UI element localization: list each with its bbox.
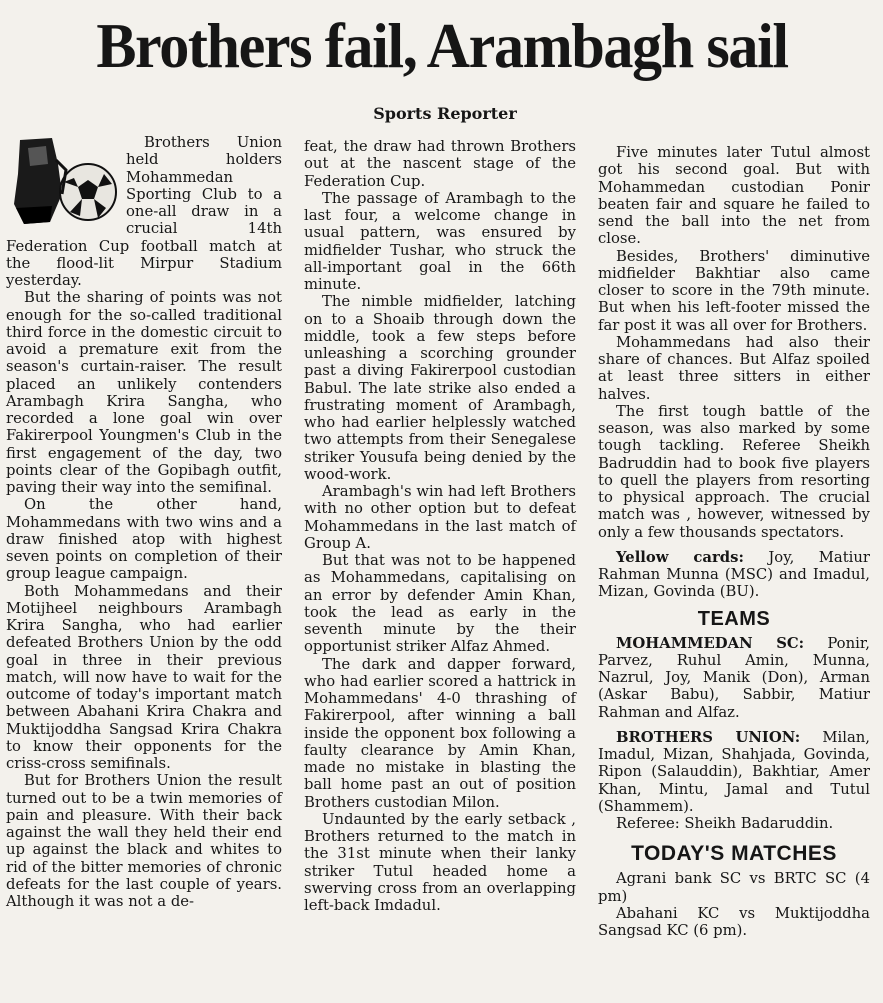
- headline: Brothers fail, Arambagh sail: [96, 10, 788, 81]
- paragraph: Mohammedans had also their share of chances. But Alfaz spoiled at least three sitters in either halves.: [598, 333, 870, 403]
- match-2: Abahani KC vs Muktijoddha Sangsad KC (6 pm).: [598, 904, 870, 939]
- paragraph: On the other hand, Mohammedans with two wins and a draw finished atop with highest seven points on completion of their group league campaign.: [6, 496, 282, 583]
- paragraph: Brothers Union held holders Mohammedan Sporting Club to a one-all draw in a crucial 14th Federation Cup football match at the flood-lit Mirpur Stadium yesterday.: [6, 134, 282, 289]
- brothers-players: Milan, Imadul, Mizan, Shahjada, Govinda, Ripon (Salauddin), Bakhtiar, Amer Khan, Mintu, Jamal and Tutul (Shammem).: [598, 728, 870, 815]
- paragraph: Arambagh's win had left Brothers with no other option but to defeat Mohammedans in the last match of Group A.: [304, 483, 576, 552]
- brothers-label: BROTHERS UNION:: [616, 728, 801, 746]
- paragraph: The dark and dapper forward, who had earlier scored a hattrick in Mohammedans' 4-0 thrashing of Fakirerpool, after winning a ball inside the opponent box following a faulty clearance by Amin Khan, made no mistake in blasting the ball home past an out of position Brothers custodian Milon.: [304, 655, 576, 811]
- yellow-cards-text: Joy, Matiur Rahman Munna (MSC) and Imadul, Mizan, Govinda (BU).: [598, 548, 870, 601]
- match-1: Agrani bank SC vs BRTC SC (4 pm): [598, 870, 870, 905]
- column-1: [6, 134, 282, 910]
- todays-matches-heading: TODAY'S MATCHES: [631, 842, 837, 866]
- paragraph: Five minutes later Tutul almost got his second goal. But with Mohammedan custodian Ponir beaten fair and square he failed to send the ball into the net from close.: [598, 144, 870, 248]
- paragraph: But the sharing of points was not enough for the so-called traditional third force in the domestic circuit to avoid a premature exit from the season's curtain-raiser. The result placed an unlikely contenders Arambagh Krira Sangha, who recorded a lone goal win over Fakirerpool Youngmen's Club in the first engagement of the day, two points clear of the Gopibagh outfit, paving their way into the semifinal.: [6, 289, 282, 496]
- referee: Referee: Sheikh Badaruddin.: [616, 815, 834, 832]
- byline: Sports Reporter: [373, 104, 517, 123]
- paragraph: The passage of Arambagh to the last four, a welcome change in usual pattern, was ensured by midfielder Tushar, who struck the all-important goal in the 66th minute.: [304, 189, 576, 293]
- paragraph: But that was not to be happened as Mohammedans, capitalising on an error by defender Amin Khan, took the lead as early in the seventh minute by the their opportunist striker Alfaz Ahmed.: [304, 552, 576, 656]
- brothers-lineup: [598, 729, 870, 815]
- column-2: [304, 138, 576, 914]
- paragraph: But for Brothers Union the result turned out to be a twin memories of pain and pleasure. With their back against the wall they held their end up against the black and whites to rid of the bitter memories of chronic defeats for the last couple of years. Although it was not a de-: [6, 772, 282, 910]
- mohammedan-players: Ponir, Parvez, Ruhul Amin, Munna, Nazrul, Joy, Manik (Don), Arman (Askar Babu), Sabbir, Matiur Rahman and Alfaz.: [598, 634, 870, 721]
- mohammedan-label: MOHAMMEDAN SC:: [616, 634, 805, 652]
- teams-heading: TEAMS: [697, 607, 771, 630]
- paragraph: feat, the draw had thrown Brothers out at the nascent stage of the Federation Cup.: [304, 138, 576, 190]
- paragraph: Besides, Brothers' diminutive midfielder Bakhtiar also came closer to score in the 79th minute. But when his left-footer missed the far post it was all over for Brothers.: [598, 247, 870, 334]
- paragraph: The nimble midfielder, latching on to a Shoaib through down the middle, took a few steps before unleashing a scorching grounder past a diving Fakirerpool custodian Babul. The late strike also ended a frustrating moment of Arambagh, who had earlier helplessly watched two attempts from their Senegalese striker Yousufa being denied by the wood-work.: [304, 293, 576, 483]
- paragraph: The first tough battle of the season, was also marked by some tough tackling. Referee Sheikh Badruddin had to book five players to quell the players from resorting to physical approach. The crucial match was , however, witnessed by only a few thousands spectators.: [598, 402, 870, 541]
- paragraph: Both Mohammedans and their Motijheel neighbours Arambagh Krira Sangha, who had earlier defeated Brothers Union by the odd goal in three in their previous match, will now have to wait for the outcome of today's important match between Abahani Krira Chakra and Muktijoddha Sangsad Krira Chakra to know their opponents for the criss-cross semifinals.: [6, 582, 282, 772]
- soccer-ball-and-boot-icon: [6, 134, 118, 226]
- paragraph: Undaunted by the early setback , Brothers returned to the match in the 31st minute when their lanky striker Tutul headed home a swerving cross from an overlapping left-back Imdadul.: [304, 810, 576, 914]
- yellow-cards-label: Yellow cards:: [616, 548, 744, 566]
- mohammedan-lineup: [598, 635, 870, 721]
- yellow-cards: [598, 549, 870, 601]
- column-3: [598, 144, 870, 939]
